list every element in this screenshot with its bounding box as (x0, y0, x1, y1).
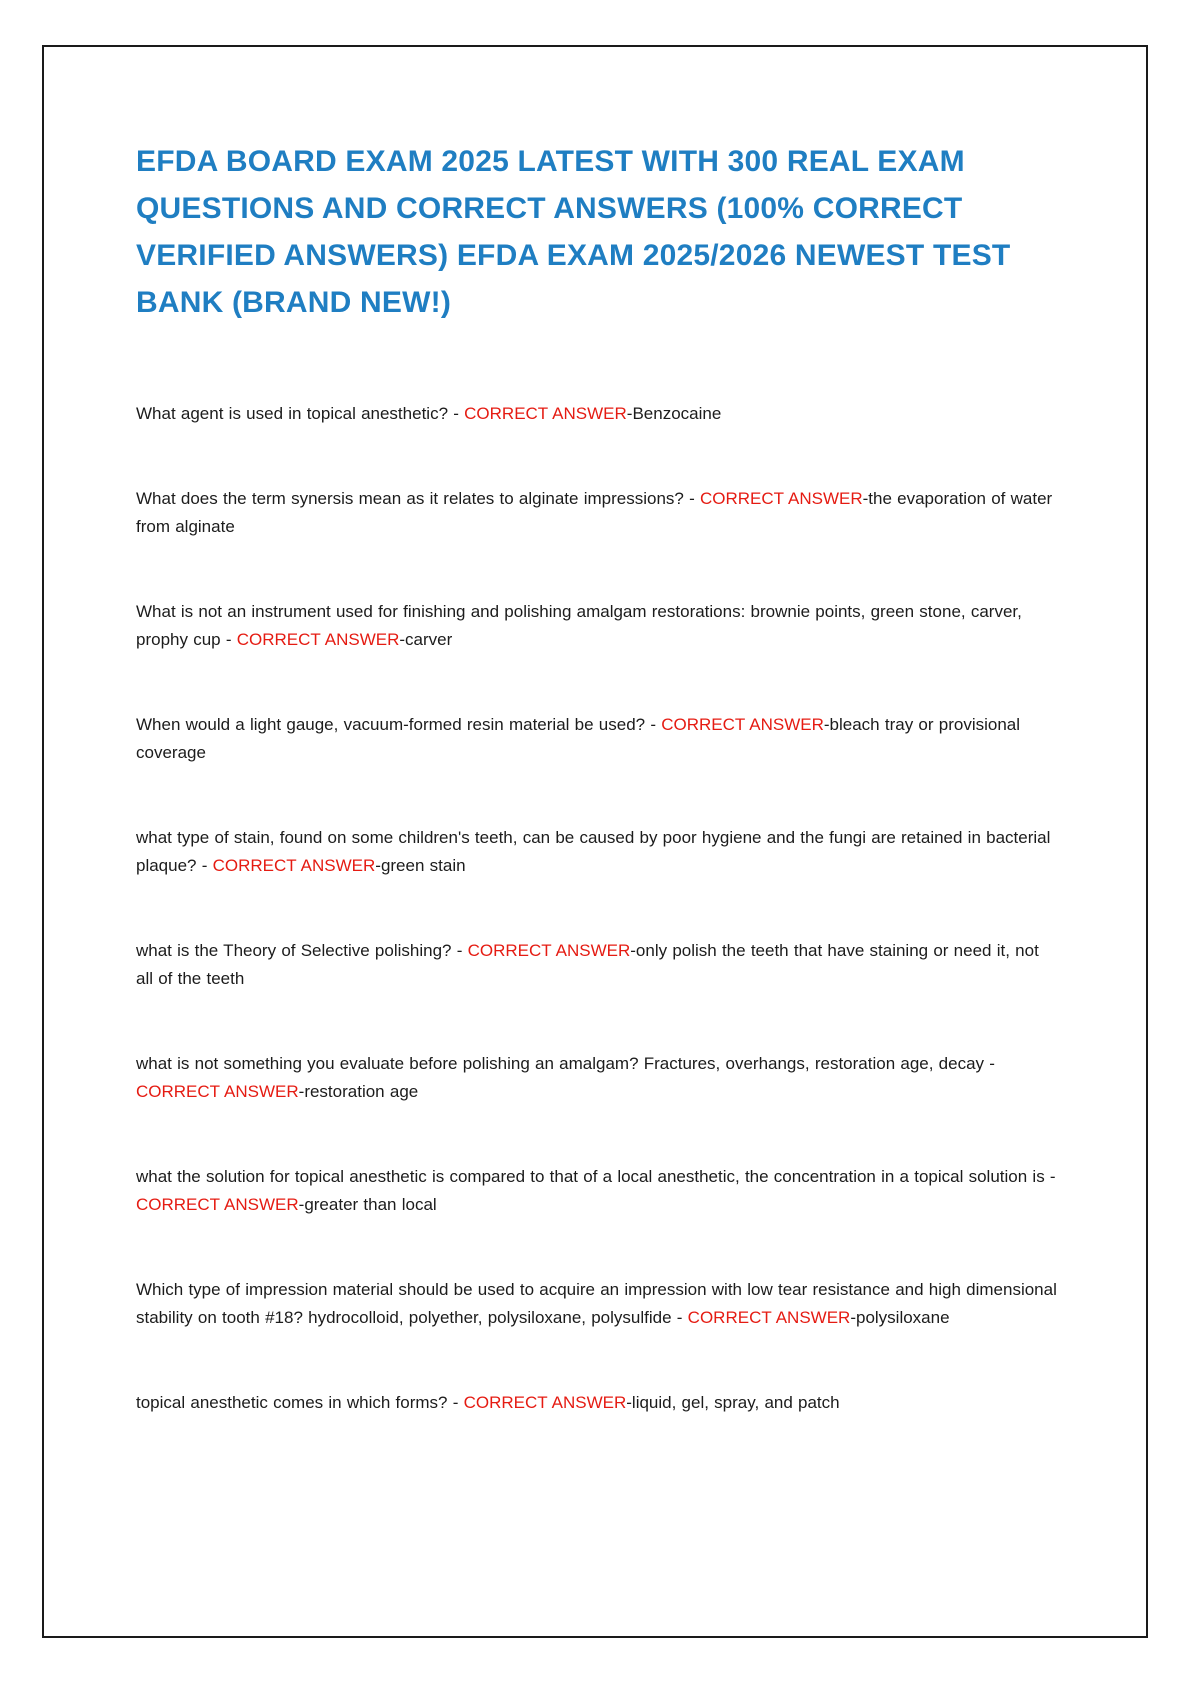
question-text: what is not something you evaluate before polishing an amalgam? Fractures, overhangs, restoration age, decay - (136, 1054, 995, 1073)
qa-item (136, 711, 1060, 767)
correct-answer-label: CORRECT ANSWER (699, 489, 863, 508)
qa-item (136, 1050, 1060, 1106)
answer-text: -bleach tray or provisional coverage (136, 715, 1021, 762)
correct-answer-label: CORRECT ANSWER (236, 630, 400, 649)
page-content (136, 138, 1060, 1417)
question-text: What agent is used in topical anesthetic? - (136, 404, 465, 423)
correct-answer-label: CORRECT ANSWER (687, 1308, 851, 1327)
correct-answer-label: CORRECT ANSWER (212, 856, 376, 875)
answer-text: -only polish the teeth that have staining or need it, not all of the teeth (136, 941, 1039, 988)
qa-item (136, 937, 1060, 993)
qa-item (136, 1276, 1060, 1332)
question-text: topical anesthetic comes in which forms? - (136, 1393, 464, 1412)
correct-answer-label: CORRECT ANSWER (136, 1082, 299, 1101)
qa-item (136, 1389, 1060, 1417)
document-title: EFDA BOARD EXAM 2025 LATEST WITH 300 REAL EXAM QUESTIONS AND CORRECT ANSWERS (100% CORRECT VERIFIED ANSWERS) EFDA EXAM 2025/2026 NEWEST TEST BANK (BRAND NEW!) (136, 145, 1011, 319)
answer-text: -Benzocaine (626, 404, 722, 423)
answer-text: -polysiloxane (850, 1308, 950, 1327)
correct-answer-label: CORRECT ANSWER (463, 1393, 627, 1412)
correct-answer-label: CORRECT ANSWER (467, 941, 631, 960)
correct-answer-label: CORRECT ANSWER (661, 715, 824, 734)
question-text: what is the Theory of Selective polishing? - (136, 941, 468, 960)
question-text: What is not an instrument used for finishing and polishing amalgam restorations: brownie points, green stone, carver, prophy cup - (136, 602, 1022, 649)
question-text: When would a light gauge, vacuum-formed resin material be used? - (136, 715, 662, 734)
answer-text: -green stain (375, 856, 466, 875)
answer-text: -carver (399, 630, 453, 649)
correct-answer-label: CORRECT ANSWER (464, 404, 627, 423)
answer-text: -restoration age (298, 1082, 419, 1101)
qa-list (136, 400, 1060, 1417)
answer-text: -the evaporation of water from alginate (136, 489, 1053, 536)
qa-item (136, 485, 1060, 541)
question-text: Which type of impression material should be used to acquire an impression with low tear resistance and high dimensional stability on tooth #18? hydrocolloid, polyether, polysiloxane, polysulfide - (136, 1280, 1057, 1327)
qa-item (136, 400, 1060, 428)
qa-item (136, 1163, 1060, 1219)
qa-item (136, 598, 1060, 654)
qa-item (136, 824, 1060, 880)
question-text: what the solution for topical anesthetic is compared to that of a local anesthetic, the concentration in a topical solution is - (136, 1167, 1056, 1186)
question-text: What does the term synersis mean as it relates to alginate impressions? - (136, 489, 700, 508)
answer-text: -greater than local (298, 1195, 437, 1214)
answer-text: -liquid, gel, spray, and patch (626, 1393, 840, 1412)
question-text: what type of stain, found on some children's teeth, can be caused by poor hygiene and the fungi are retained in bacterial plaque? - (136, 828, 1051, 875)
correct-answer-label: CORRECT ANSWER (136, 1195, 299, 1214)
